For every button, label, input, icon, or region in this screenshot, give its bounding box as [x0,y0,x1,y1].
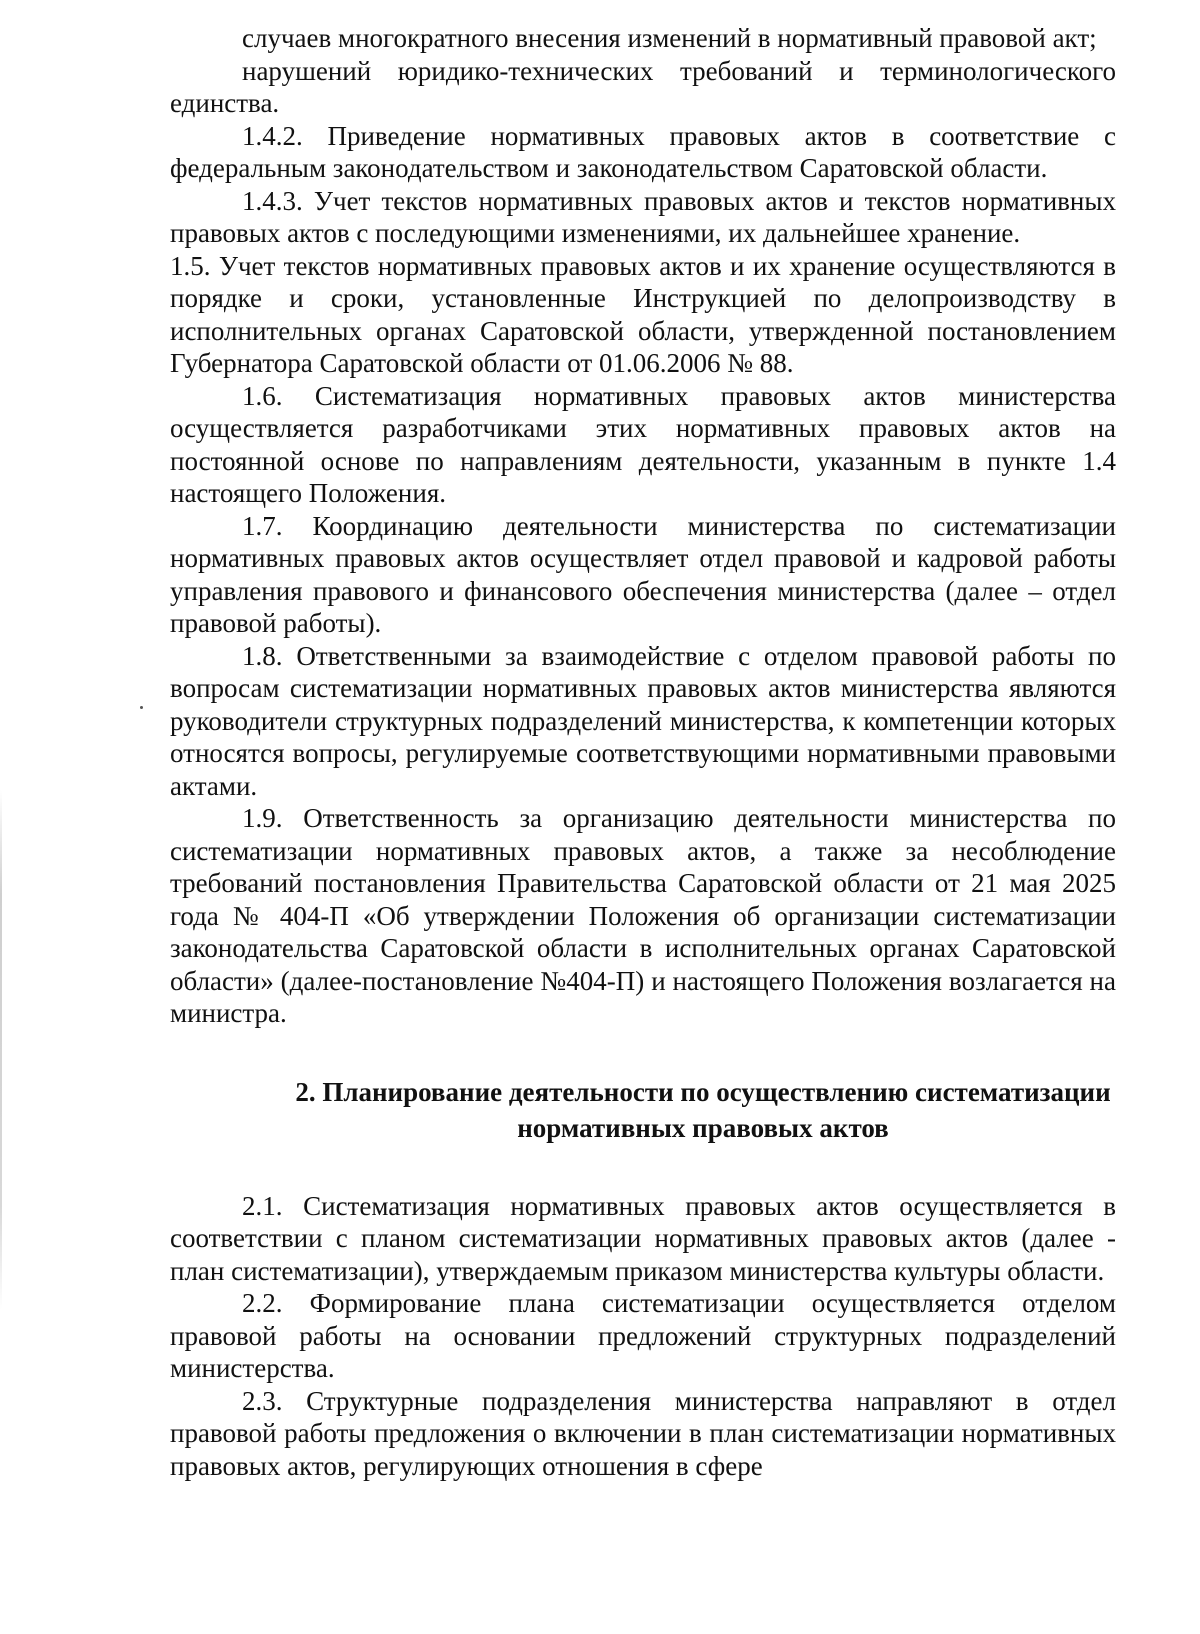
paragraph-1-8: 1.8. Ответственными за взаимодействие с отделом правовой работы по вопросам систематизации нормативных правовых актов министерства являются руководители структурных подразделений министерства, к компетенции которых относятся вопросы, регулируемые соответствующими нормативными правовыми актами. [170,640,1116,801]
paragraph-1-4-3: 1.4.3. Учет текстов нормативных правовых актов и текстов нормативных правовых актов с последующими изменениями, их дальнейшее хранение. [170,185,1116,248]
paragraph-1-4-2: 1.4.2. Приведение нормативных правовых актов в соответствие с федеральным законодательством и законодательством Саратовской области. [170,120,1116,183]
paragraph-1-5: 1.5. Учет текстов нормативных правовых актов и их хранение осуществляются в порядке и сроки, установленные Инструкцией по делопроизводству в исполнительных органах Саратовской области, утвержденной постановлением Губернатора Саратовской области от 01.06.2006 № 88. [170,250,1116,378]
paragraph-2-3: 2.3. Структурные подразделения министерства направляют в отдел правовой работы предложения о включении в план систематизации нормативных правовых актов, регулирующих отношения в сфере [170,1385,1116,1481]
paragraph-1-6: 1.6. Систематизация нормативных правовых актов министерства осуществляется разработчиками этих нормативных правовых актов на постоянной основе по направлениям деятельности, указанным в пункте 1.4 настоящего Положения. [170,380,1116,508]
paragraph-1-9: 1.9. Ответственность за организацию деятельности министерства по систематизации нормативных правовых актов, а также за несоблюдение требований постановления Правительства Саратовской области от 21 мая 2025 года № 404-П «Об утверждении Положения об организации систематизации законодательства Саратовской области в исполнительных органах Саратовской области» (далее-постановление №404-П) и настоящего Положения возлагается на министра. [170,803,1116,1028]
section-heading-2 [170,1074,1116,1146]
paragraph-cases-multiple: случаев многократного внесения изменений в нормативный правовой акт; [242,23,1097,53]
scan-left-edge [0,790,2,1310]
scan-speck [140,706,143,709]
section-heading-line-2: нормативных правовых актов [517,1112,889,1143]
paragraph-violations: нарушений юридико-технических требований и терминологического единства. [170,55,1116,118]
section-heading-line-1: 2. Планирование деятельности по осуществлению систематизации [295,1076,1111,1107]
paragraph-2-2: 2.2. Формирование плана систематизации осуществляется отделом правовой работы на основании предложений структурных подразделений министерства. [170,1288,1116,1383]
paragraph-2-1: 2.1. Систематизация нормативных правовых актов осуществляется в соответствии с планом систематизации нормативных правовых актов (далее - план систематизации), утверждаемым приказом министерства культуры области. [170,1190,1116,1286]
paragraph-1-7: 1.7. Координацию деятельности министерства по систематизации нормативных правовых актов осуществляет отдел правовой и кадровой работы управления правового и финансового обеспечения министерства (далее – отдел правовой работы). [170,510,1116,638]
document-page [170,22,1116,1482]
